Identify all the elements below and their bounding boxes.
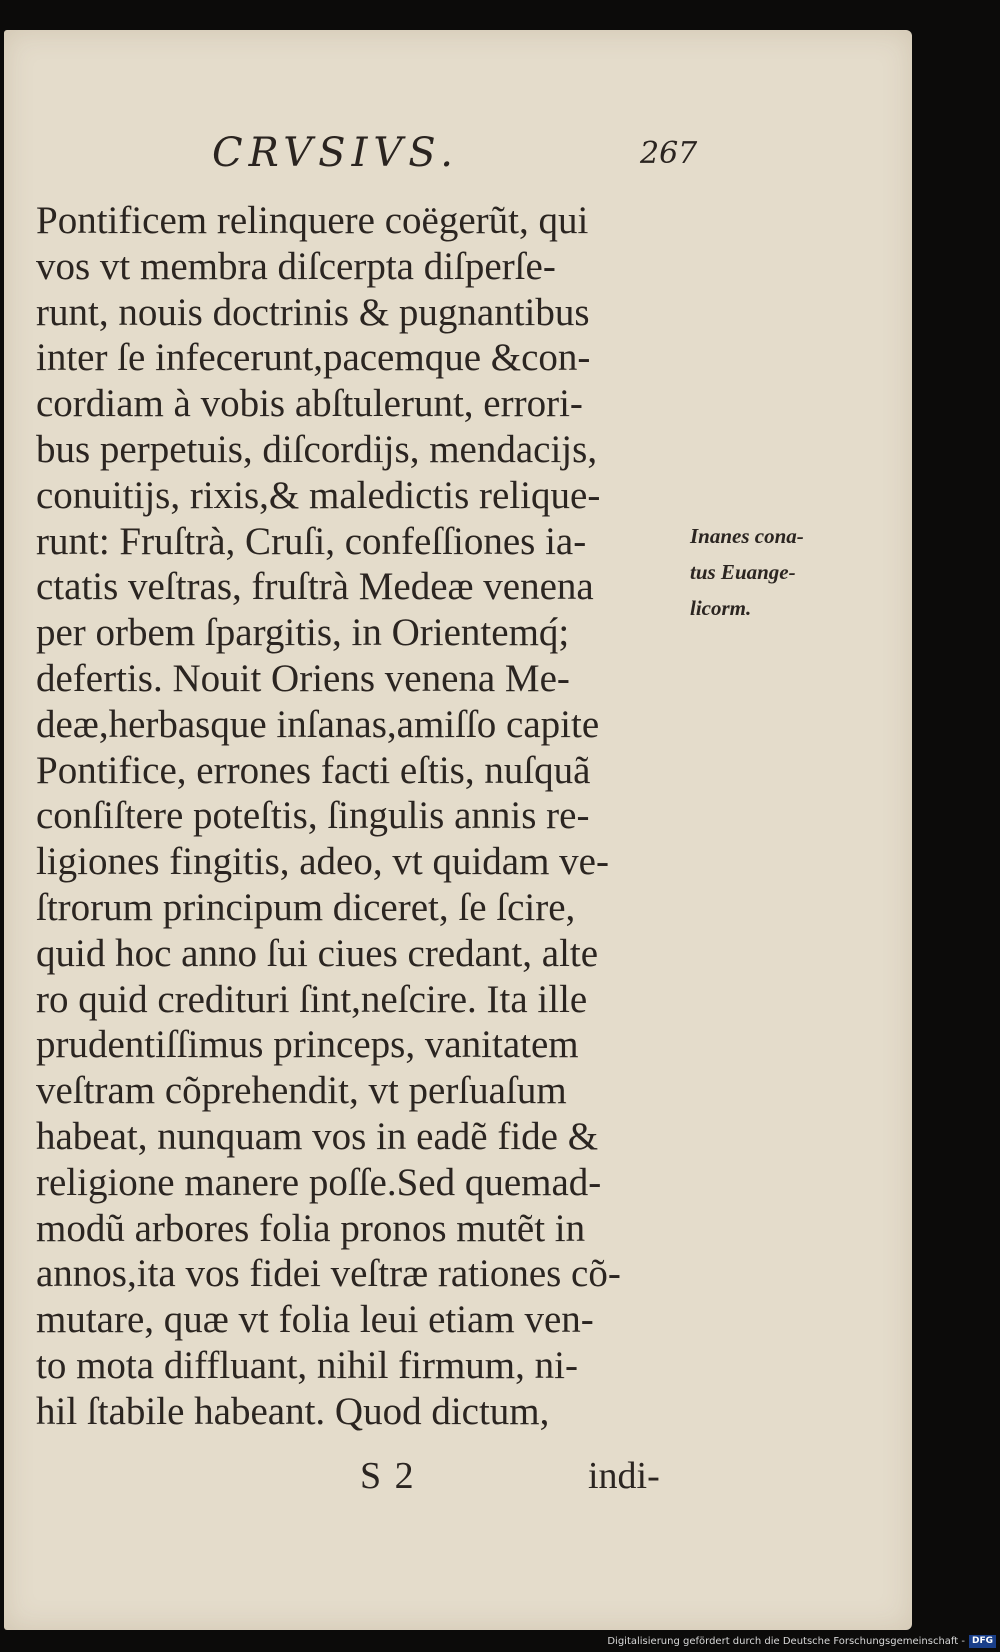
text-line: mutare, quæ vt folia leui etiam ven- <box>36 1298 594 1342</box>
text-line: ligiones fingitis, adeo, vt quidam ve- <box>36 840 609 884</box>
text-line: per orbem ſpargitis, in Orientemq́; <box>36 611 570 655</box>
text-line: Pontifice, errones facti eſtis, nuſquã <box>36 748 591 792</box>
page-number: 267 <box>640 136 698 171</box>
marginal-note-line: licorm. <box>690 596 752 620</box>
running-head: CRVSIVS. <box>212 130 459 176</box>
book-page <box>4 30 912 1630</box>
catchword: indi- <box>588 1455 660 1497</box>
text-line: habeat, nunquam vos in eadẽ fide & <box>36 1114 599 1158</box>
text-line: conſiſtere poteſtis, ſingulis annis re- <box>36 794 590 838</box>
text-line: ro quid credituri ſint,neſcire. Ita ille <box>36 977 588 1021</box>
text-line: modũ arbores folia pronos mutẽt in <box>36 1206 586 1250</box>
text-line: runt, nouis doctrinis & pugnantibus <box>36 290 590 334</box>
marginal-note-line: tus Euange- <box>690 560 796 584</box>
text-line: cordiam à vobis abſtulerunt, errori- <box>36 382 583 426</box>
digitization-credit <box>607 1633 996 1649</box>
text-line: Pontificem relinquere coëgerũt, qui <box>36 199 589 242</box>
marginal-note <box>690 518 850 626</box>
text-line: quid hoc anno ſui ciues credant, alte <box>36 931 599 975</box>
text-line: prudentiſſimus princeps, vanitatem <box>36 1023 579 1067</box>
page-footer-line <box>4 1454 704 1502</box>
text-line: deæ,herbasque inſanas,amiſſo capite <box>36 702 600 746</box>
text-line: ſtrorum principum diceret, ſe ſcire, <box>36 885 576 929</box>
text-line: defertis. Nouit Oriens venena Me- <box>36 656 570 700</box>
text-line: annos,ita vos fidei veſtræ rationes cõ- <box>36 1252 621 1296</box>
text-line: inter ſe infecerunt,pacemque &con- <box>36 336 591 380</box>
text-line: runt: Fruſtrà, Cruſi, confeſſiones ia- <box>36 519 587 563</box>
text-line: ctatis veſtras, fruſtrà Medeæ venena <box>36 565 594 609</box>
signature-mark: S 2 <box>360 1455 416 1497</box>
dfg-logo: DFG <box>969 1635 996 1648</box>
text-line: to mota diffluant, nihil firmum, ni- <box>36 1343 578 1387</box>
marginal-note-line: Inanes cona- <box>690 524 804 548</box>
text-line: veſtram cõprehendit, vt perſuaſum <box>36 1069 567 1113</box>
text-line: bus perpetuis, diſcordijs, mendacijs, <box>36 427 598 471</box>
page-header <box>4 130 704 186</box>
text-line: religione manere poſſe.Sed quemad- <box>36 1160 602 1204</box>
text-line: conuitijs, rixis,& maledictis relique- <box>36 473 601 517</box>
text-line: hil ſtabile habeant. Quod dictum, <box>36 1389 550 1433</box>
main-text-block <box>36 198 696 1435</box>
credit-text: Digitalisierung gefördert durch die Deutsche Forschungsgemeinschaft - <box>607 1635 965 1647</box>
text-line: vos vt membra diſcerpta diſperſe- <box>36 244 556 288</box>
